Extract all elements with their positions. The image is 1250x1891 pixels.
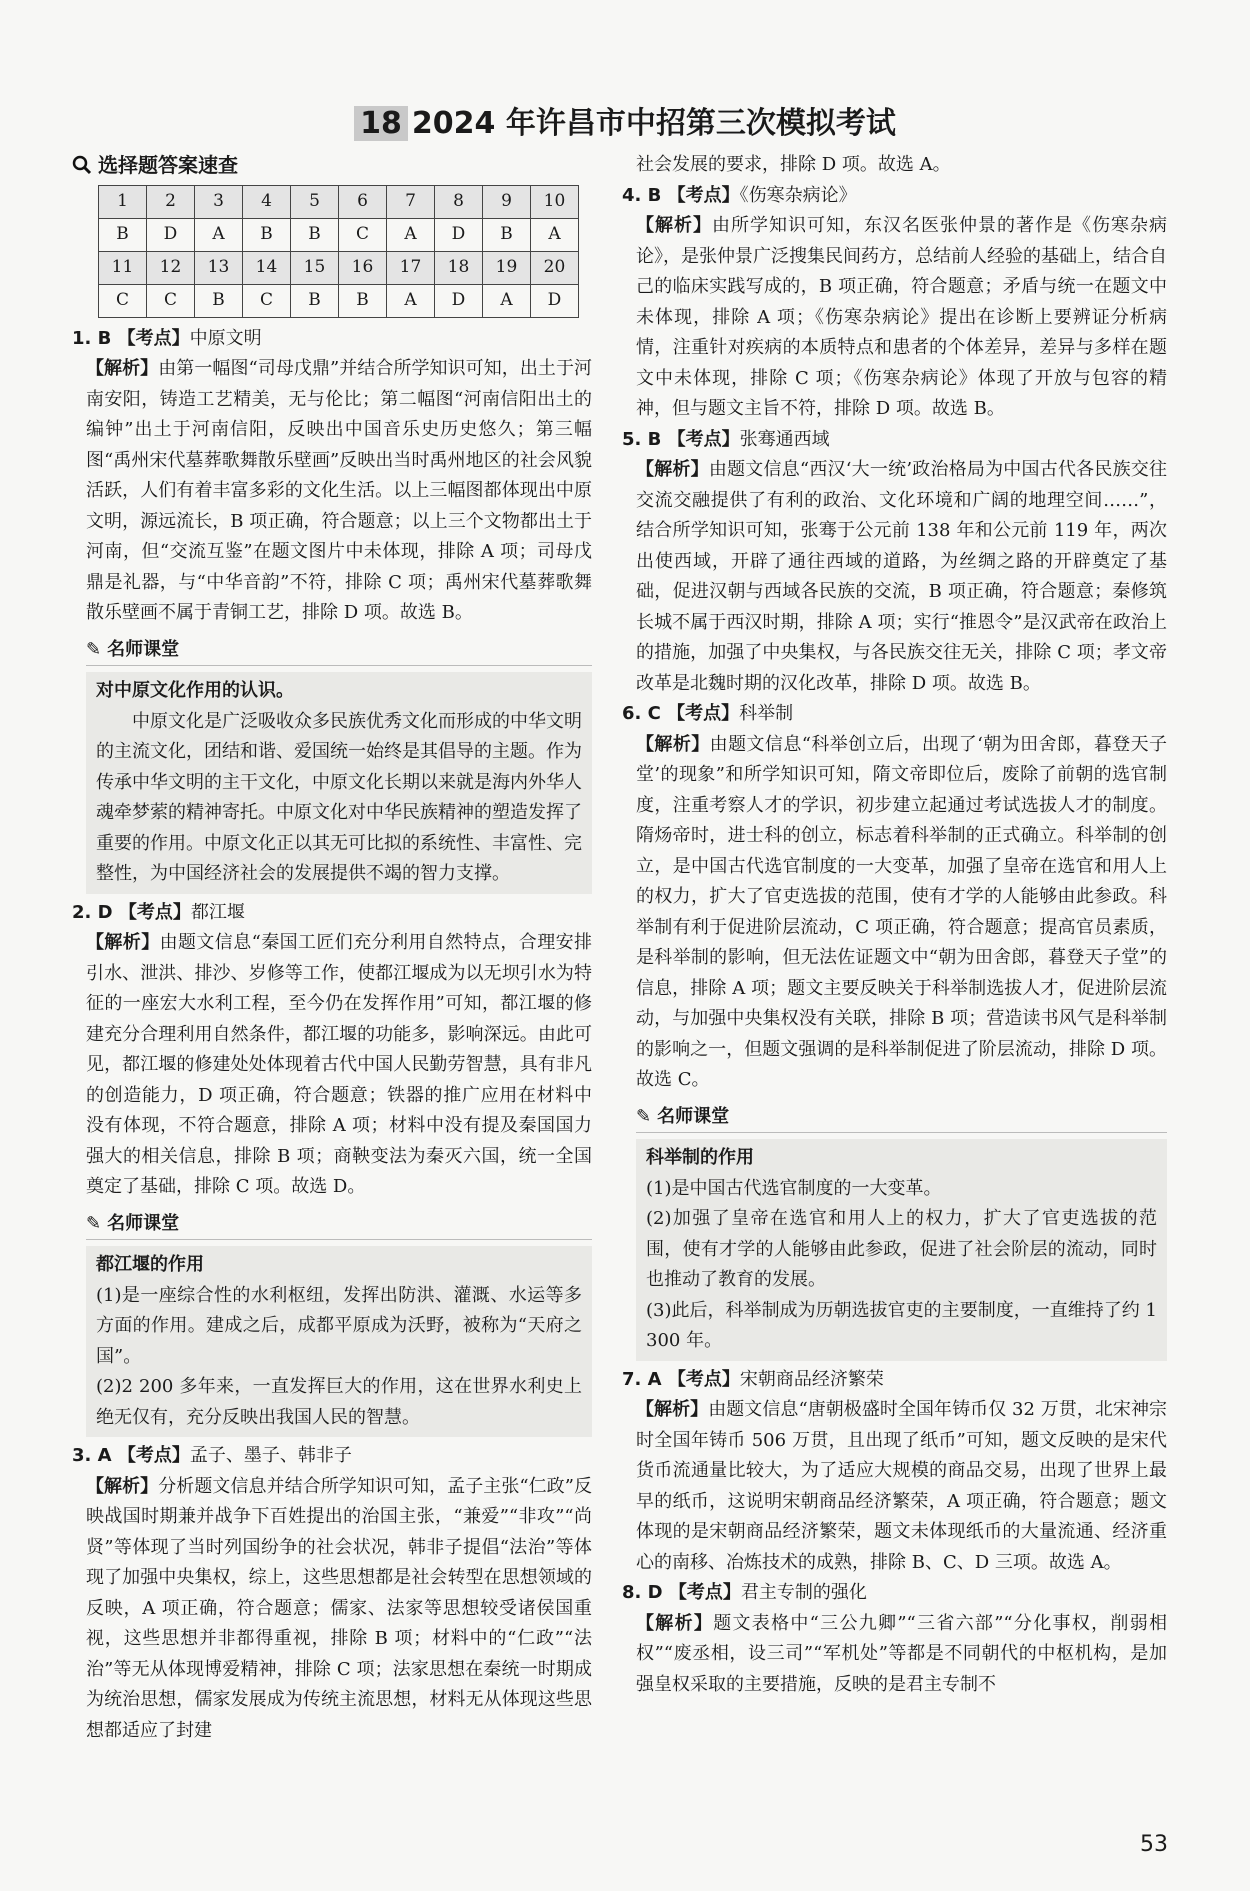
- mingshi-label: 名师课堂: [657, 1105, 730, 1127]
- q7-answer: 7. A: [622, 1368, 662, 1390]
- q1-box-title: 对中原文化作用的认识。: [96, 680, 294, 701]
- q6-heading: [622, 699, 1167, 730]
- kaodian-label: 【考点】: [117, 327, 190, 349]
- q6-analysis: [622, 730, 1167, 1096]
- q3-analysis: [72, 1472, 592, 1747]
- mingshi-label: 名师课堂: [107, 638, 180, 660]
- q3-continuation: 社会发展的要求，排除 D 项。故选 A。: [636, 154, 951, 175]
- jiexi-label: 【解析】: [636, 1399, 709, 1420]
- q6-box-title: 科举制的作用: [646, 1147, 754, 1168]
- q1-topic: 中原文明: [189, 327, 262, 349]
- answer-table: [98, 185, 579, 318]
- q7-analysis: [622, 1395, 1167, 1578]
- q6-topic: 科举制: [739, 703, 794, 724]
- q8-topic: 君主专制的强化: [740, 1582, 867, 1603]
- q8-analysis: [622, 1609, 1167, 1701]
- table-cell: 14: [243, 251, 291, 284]
- table-cell: B: [243, 218, 291, 251]
- q2-body: 由题文信息“秦国工匠们充分利用自然特点，合理安排引水、泄洪、排沙、岁修等工作，使都江堰成为以无坝引水为特征的一座宏大水利工程，至今仍在发挥作用”可知，都江堰的修建充分合理利用自然条件，都江堰的功能多，影响深远。由此可见，都江堰的修建处处体现着古代中国人民勤劳智慧，具有非凡的创造能力，D 项正确，符合题意；铁器的推广应用在材料中没有体现，不符合题意，排除 A 项；材料中没有提及秦国国力强大的相关信息，排除 B 项；商鞅变法为秦灭六国，统一全国奠定了基础，排除 C 项。故选 D。: [86, 932, 593, 1197]
- q2-answer: 2. D: [72, 901, 113, 923]
- page-number: 53: [1140, 1832, 1168, 1857]
- q6-box-item: (1)是中国古代选官制度的一大变革。: [646, 1177, 942, 1199]
- jiexi-label: 【解析】: [636, 733, 710, 755]
- mingshi-heading: [636, 1102, 1167, 1134]
- q1-analysis: [72, 354, 592, 629]
- q3-body: 分析题文信息并结合所学知识可知，孟子主张“仁政”反映战国时期兼并战争下百姓提出的治国主张，“兼爱”“非攻”“尚贤”等体现了当时列国纷争的社会状况，韩非子提倡“法治”等体现了加强中央集权，综上，这些思想都是社会转型在思想领域的反映，A 项正确，符合题意；儒家、法家等思想较受诸侯国重视，这些思想并非都得重视，排除 B 项；材料中的“仁政”“法治”等无从体现博爱精神，排除 C 项；法家思想在秦统一时期成为统治思想，儒家发展成为传统主流思想，材料无从体现这些思想都适应了封建: [86, 1475, 593, 1741]
- table-cell: 18: [435, 251, 483, 284]
- q2-box-item: (1)是一座综合性的水利枢纽，发挥出防洪、灌溉、水运等多方面的作用。建成之后，成都平原成为沃野，被称为“天府之国”。: [96, 1284, 582, 1367]
- mingshi-label: 名师课堂: [107, 1212, 180, 1234]
- kaodian-label: 【考点】: [667, 1368, 740, 1390]
- q3-topic: 孟子、墨子、韩非子: [189, 1445, 352, 1466]
- q2-tip-box: [86, 1246, 592, 1437]
- table-cell: C: [339, 218, 387, 251]
- table-cell: B: [339, 284, 387, 317]
- q2-analysis: [72, 928, 592, 1203]
- table-cell: 9: [483, 185, 531, 218]
- q5-body: 由题文信息“西汉‘大一统’政治格局为中国古代各民族交往交流交融提供了有利的政治、文化环境和广阔的地理空间……”，结合所学知识可知，张骞于公元前 138 年和公元前 119 年，两次出使西域，开辟了通往西域的道路，为丝绸之路的开辟奠定了基础，促进汉朝与西域各民族的交流，B 项正确，符合题意；秦修筑长城不属于西汉时期，排除 A 项；实行“推恩令”是汉武帝在政治上的措施，加强了中央集权，与各民族交往无关，排除 C 项；孝文帝改革是北魏时期的汉化改革，排除 D 项。故选 B。: [636, 459, 1168, 694]
- kaodian-label: 【考点】: [667, 703, 740, 724]
- q1-box-text: 中原文化是广泛吸收众多民族优秀文化而形成的中华文明的主流文化，团结和谐、爱国统一始终是其倡导的主题。作为传承中华文明的主干文化，中原文化长期以来就是海内外华人魂牵梦萦的精神寄托。中原文化对中华民族精神的塑造发挥了重要的作用。中原文化正以其无可比拟的系统性、丰富性、完整性，为中国经济社会的发展提供不竭的智力支撑。: [96, 710, 582, 884]
- table-row: [99, 251, 579, 284]
- table-cell: 19: [483, 251, 531, 284]
- chapter-number: 18: [354, 106, 408, 141]
- jiexi-label: 【解析】: [636, 459, 709, 480]
- table-cell: A: [483, 284, 531, 317]
- search-icon: [72, 155, 92, 175]
- table-cell: C: [243, 284, 291, 317]
- table-cell: D: [147, 218, 195, 251]
- q8-body: 题文表格中“三公九卿”“三省六部”“分化事权，削弱相权”“废丞相，设三司”“军机处”等都是不同朝代的中枢机构，是加强皇权采取的主要措施，反映的是君主专制不: [636, 1612, 1167, 1695]
- table-cell: 10: [531, 185, 579, 218]
- right-column: [622, 150, 1167, 1700]
- table-cell: D: [435, 284, 483, 317]
- q2-box-title: 都江堰的作用: [96, 1254, 204, 1275]
- title-text: 2024 年许昌市中招第三次模拟考试: [411, 106, 896, 141]
- kaodian-label: 【考点】: [667, 428, 740, 450]
- q2-box-item: (2)2 200 多年来，一直发挥巨大的作用，这在世界水利史上绝无仅有，充分反映出我国人民的智慧。: [96, 1376, 582, 1428]
- table-cell: D: [531, 284, 579, 317]
- q1-tip-box: [86, 672, 592, 894]
- kaodian-label: 【考点】: [667, 184, 740, 206]
- kaodian-label: 【考点】: [118, 901, 191, 923]
- table-row: [99, 185, 579, 218]
- table-cell: B: [291, 218, 339, 251]
- book-icon: ✎: [636, 1105, 652, 1127]
- q6-answer: 6. C: [622, 703, 661, 724]
- q4-topic: 《伤寒杂病论》: [739, 184, 857, 206]
- jiexi-label: 【解析】: [86, 1475, 159, 1497]
- table-cell: B: [483, 218, 531, 251]
- table-cell: C: [99, 284, 147, 317]
- table-cell: 20: [531, 251, 579, 284]
- table-cell: A: [387, 284, 435, 317]
- q5-heading: [622, 425, 1167, 456]
- answer-check-title: 选择题答案速查: [98, 153, 238, 177]
- table-cell: 2: [147, 185, 195, 218]
- jiexi-label: 【解析】: [86, 932, 160, 953]
- kaodian-label: 【考点】: [117, 1445, 190, 1466]
- table-cell: A: [195, 218, 243, 251]
- q3-answer: 3. A: [72, 1445, 112, 1466]
- table-row: [99, 284, 579, 317]
- q4-analysis: [622, 211, 1167, 425]
- table-cell: 4: [243, 185, 291, 218]
- mingshi-heading: [86, 1209, 592, 1241]
- answer-check-heading: [72, 150, 592, 181]
- book-icon: ✎: [86, 638, 102, 660]
- mingshi-heading: [86, 635, 592, 667]
- table-cell: 13: [195, 251, 243, 284]
- table-cell: B: [291, 284, 339, 317]
- q4-answer: 4. B: [622, 184, 662, 206]
- kaodian-label: 【考点】: [668, 1582, 741, 1603]
- table-cell: 6: [339, 185, 387, 218]
- table-cell: 11: [99, 251, 147, 284]
- q4-heading: [622, 181, 1167, 212]
- q1-body: 由第一幅图“司母戊鼎”并结合所学知识可知，出土于河南安阳，铸造工艺精美，无与伦比；第二幅图“河南信阳出土的编钟”出土于河南信阳，反映出中国音乐史历史悠久；第三幅图“禹州宋代墓葬歌舞散乐壁画”反映出当时禹州地区的社会风貌活跃，人们有着丰富多彩的文化生活。以上三幅图都体现出中原文明，源远流长，B 项正确，符合题意；以上三个文物都出土于河南，但“交流互鉴”在题文图片中未体现，排除 A 项；司母戊鼎是礼器，与“中华音韵”不符，排除 C 项；禹州宋代墓葬歌舞散乐壁画不属于青铜工艺，排除 D 项。故选 B。: [86, 358, 593, 623]
- q6-box-item: (2)加强了皇帝在选官和用人上的权力，扩大了官吏选拔的范围，使有才学的人能够由此参政，促进了社会阶层的流动，同时也推动了教育的发展。: [646, 1208, 1157, 1290]
- q8-answer: 8. D: [622, 1582, 663, 1603]
- table-cell: 1: [99, 185, 147, 218]
- q1-answer: 1. B: [72, 327, 112, 349]
- table-cell: B: [195, 284, 243, 317]
- q6-body: 由题文信息“科举创立后，出现了‘朝为田舍郎，暮登天子堂’的现象”和所学知识可知，隋文帝即位后，废除了前朝的选官制度，注重考察人才的学识，初步建立起通过考试选拔人才的制度。隋炀帝时，进士科的创立，标志着科举制的正式确立。科举制的创立，是中国古代选官制度的一大变革，加强了皇帝在选官和用人上的权力，扩大了官吏选拔的范围，使有才学的人能够由此参政。科举制有利于促进阶层流动，C 项正确，符合题意；提高官员素质，是科举制的影响，但无法佐证题文中“朝为田舍郎，暮登天子堂”的信息，排除 A 项；题文主要反映关于科举制选拔人才，促进阶层流动，与加强中央集权没有关联，排除 B 项；营造读书风气是科举制的影响之一，但题文强调的是科举制促进了阶层流动，排除 D 项。故选 C。: [636, 733, 1168, 1090]
- q8-heading: [622, 1578, 1167, 1609]
- q5-analysis: [622, 455, 1167, 699]
- table-cell: A: [531, 218, 579, 251]
- table-cell: 12: [147, 251, 195, 284]
- q1-heading: [72, 324, 592, 355]
- jiexi-label: 【解析】: [86, 358, 159, 379]
- table-cell: 17: [387, 251, 435, 284]
- table-cell: 5: [291, 185, 339, 218]
- q2-topic: 都江堰: [190, 901, 245, 923]
- q2-heading: [72, 898, 592, 929]
- table-cell: C: [147, 284, 195, 317]
- book-icon: ✎: [86, 1212, 102, 1234]
- q4-body: 由所学知识可知，东汉名医张仲景的著作是《伤寒杂病论》，是张仲景广泛搜集民间药方，总结前人经验的基础上，结合自己的临床实践写成的，B 项正确，符合题意；矛盾与统一在题文中未体现，排除 A 项；《伤寒杂病论》提出在诊断上要辨证分析病情，注重针对疾病的本质特点和患者的个体差异，差异与多样在题文中未体现，排除 C 项；《伤寒杂病论》体现了开放与包容的精神，但与题文主旨不符，排除 D 项。故选 B。: [636, 215, 1167, 419]
- q6-tip-box: [636, 1139, 1167, 1361]
- q7-topic: 宋朝商品经济繁荣: [739, 1368, 884, 1390]
- page-title: [0, 98, 1250, 142]
- table-cell: 8: [435, 185, 483, 218]
- table-cell: 3: [195, 185, 243, 218]
- table-cell: D: [435, 218, 483, 251]
- table-cell: 15: [291, 251, 339, 284]
- table-cell: 16: [339, 251, 387, 284]
- left-column: [72, 150, 592, 1746]
- q3-heading: [72, 1441, 592, 1472]
- q6-box-item: (3)此后，科举制成为历朝选拔官吏的主要制度，一直维持了约 1 300 年。: [646, 1299, 1157, 1351]
- table-cell: 7: [387, 185, 435, 218]
- table-cell: B: [99, 218, 147, 251]
- table-cell: A: [387, 218, 435, 251]
- q5-answer: 5. B: [622, 428, 662, 450]
- q7-heading: [622, 1365, 1167, 1396]
- jiexi-label: 【解析】: [636, 1612, 714, 1634]
- q5-topic: 张骞通西域: [739, 428, 830, 450]
- q7-body: 由题文信息“唐朝极盛时全国年铸币仅 32 万贯，北宋神宗时全国年铸币 506 万贯，且出现了纸币”可知，题文反映的是宋代货币流通量比较大，为了适应大规模的商品交易，出现了世界上最早的纸币，这说明宋朝商品经济繁荣，A 项正确，符合题意；题文体现的是宋朝商品经济繁荣，题文未体现纸币的大量流通、经济重心的南移、冶炼技术的成熟，排除 B、C、D 三项。故选 A。: [636, 1399, 1167, 1573]
- jiexi-label: 【解析】: [636, 215, 712, 236]
- table-row: [99, 218, 579, 251]
